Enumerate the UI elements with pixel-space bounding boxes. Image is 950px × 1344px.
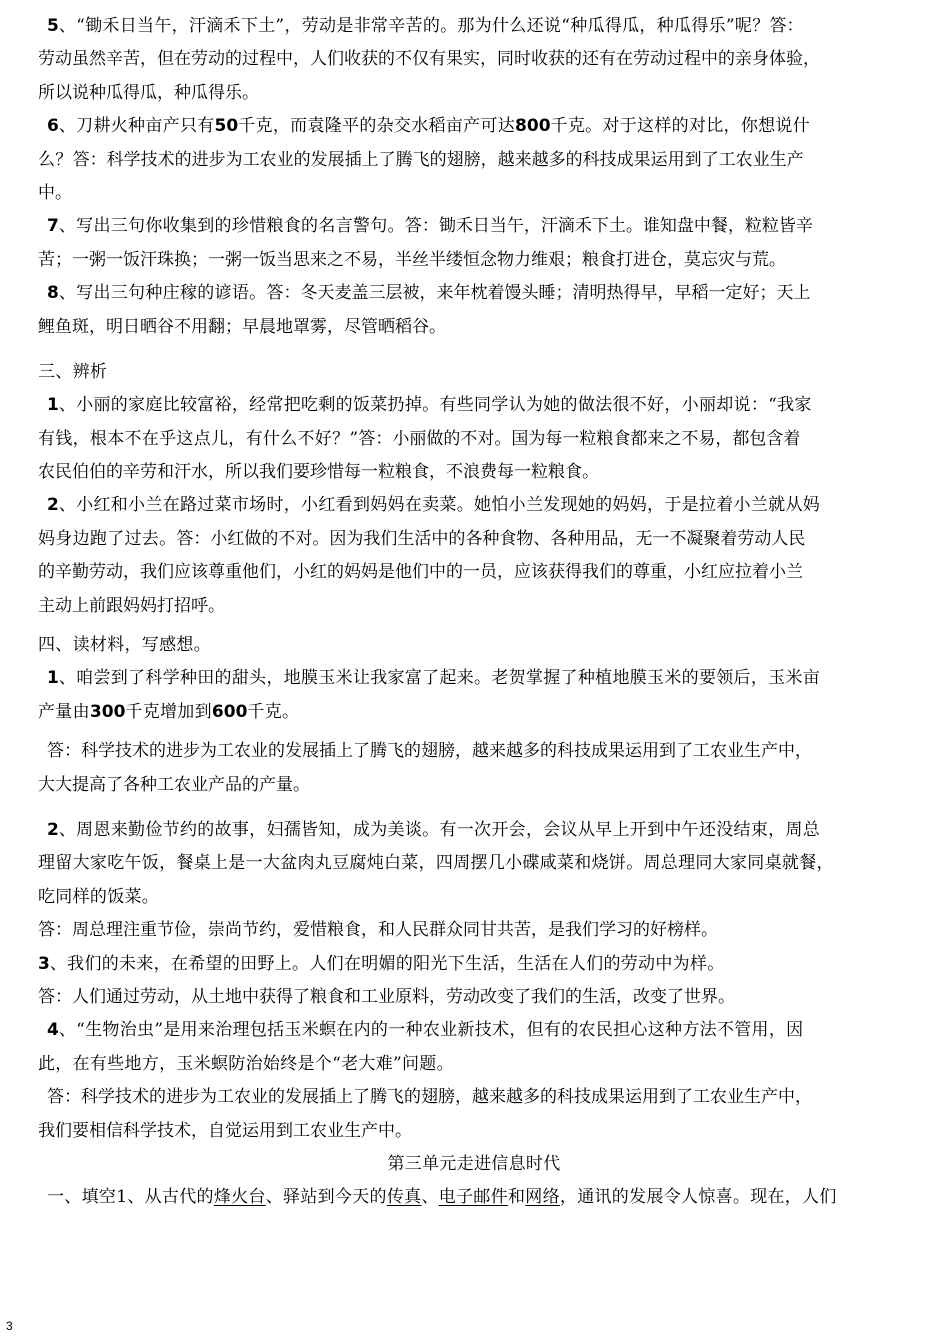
line-q8b: 鲤鱼斑，明日晒谷不用翻；早晨地罩雾，尽管晒稻谷。 [38, 316, 446, 337]
page-number: 3 [6, 1319, 13, 1333]
line-r3b: 答：人们通过劳动，从土地中获得了粮食和工业原料，劳动改变了我们的生活，改变了世界。 [38, 986, 735, 1007]
document-body [38, 10, 910, 1215]
line-q8a: 8、写出三句种庄稼的谚语。答：冬天麦盖三层被，来年枕着馒头睡；清明热得早，早稻一定好；天上 [47, 283, 811, 304]
line-q7b: 苦；一粥一饭汗珠换；一粥一饭当思来之不易，半丝半缕恒念物力维艰；粮食打进仓，莫忘灾与荒。 [38, 249, 786, 270]
unit-title: 第三单元走进信息时代 [387, 1153, 561, 1174]
blank-answer-4: 网络 [525, 1187, 560, 1208]
line-b1c: 农民伯伯的辛劳和汗水，所以我们要珍惜每一粒粮食，不浪费每一粒粮食。 [38, 462, 599, 483]
line-b2a: 2、小红和小兰在路过菜市场时，小红看到妈妈在卖菜。她怕小兰发现她的妈妈，于是拉着小兰就从妈 [47, 495, 821, 516]
line-b2c: 的辛勤劳动，我们应该尊重他们，小红的妈妈是他们中的一员，应该获得我们的尊重，小红应拉着小兰 [38, 562, 803, 583]
line-r4a: 4、“生物治虫”是用来治理包括玉米螟在内的一种农业新技术，但有的农民担心这种方法不管用，因 [47, 1020, 804, 1041]
blank-answer-1: 烽火台 [213, 1187, 266, 1208]
line-q5c: 所以说种瓜得瓜，种瓜得乐。 [38, 82, 259, 103]
line-q5a: 5、“锄禾日当午，汗滴禾下土”，劳动是非常辛苦的。那为什么还说“种瓜得瓜，种瓜得乐”呢？答： [47, 16, 804, 36]
line-r2d: 答：周总理注重节俭，崇尚节约，爱惜粮食，和人民群众同甘共苦，是我们学习的好榜样。 [38, 920, 718, 941]
line-r1a: 1、咱尝到了科学种田的甜头，地膜玉米让我家富了起来。老贺掌握了种植地膜玉米的要领后，玉米亩 [47, 668, 821, 689]
line-r2a: 2、周恩来勤俭节约的故事，妇孺皆知，成为美谈。有一次开会，会议从早上开到中午还没结束，周总 [47, 819, 821, 840]
section-heading-3: 三、辨析 [38, 361, 108, 382]
line-r4d: 我们要相信科学技术，自觉运用到工农业生产中。 [38, 1120, 412, 1141]
blank-answer-3: 电子邮件 [438, 1187, 508, 1208]
fill-blank-line: 一、填空1、从古代的烽火台、驿站到今天的传真、电子邮件和网络，通讯的发展令人惊喜。现在，人们 [47, 1187, 837, 1208]
line-r3a: 3、我们的未来，在希望的田野上。人们在明媚的阳光下生活，生活在人们的劳动中为样。 [38, 953, 725, 974]
line-r2c: 吃同样的饭菜。 [38, 886, 160, 907]
line-r1b: 产量由300千克增加到600千克。 [38, 701, 300, 722]
line-r2b: 理留大家吃午饭，餐桌上是一大盆肉丸豆腐炖白菜，四周摆几小碟咸菜和烧饼。周总理同大家同桌就餐， [38, 853, 834, 874]
line-q5b: 劳动虽然辛苦，但在劳动的过程中，人们收获的不仅有果实，同时收获的还有在劳动过程中的亲身体验， [38, 49, 820, 70]
line-q6c: 中。 [38, 182, 72, 203]
line-b1b: 有钱，根本不在乎这点儿，有什么不好？”答：小丽做的不对。国为每一粒粮食都来之不易，都包含着 [38, 428, 801, 449]
blank-answer-2: 传真 [386, 1187, 422, 1208]
line-q6a: 6、刀耕火种亩产只有50千克，而袁隆平的杂交水稻亩产可达800千克。对于这样的对比，你想说什 [47, 116, 811, 137]
line-q7a: 7、写出三句你收集到的珍惜粮食的名言警句。答：锄禾日当午，汗滴禾下土。谁知盘中餐，粒粒皆辛 [47, 216, 813, 237]
line-r4c: 答：科学技术的进步为工农业的发展插上了腾飞的翅膀，越来越多的科技成果运用到了工农业生产中， [47, 1087, 812, 1108]
section-heading-4: 四、读材料，写感想。 [38, 635, 211, 656]
line-b2b: 妈身边跑了过去。答：小红做的不对。因为我们生活中的各种食物、各种用品，无一不凝聚着劳动人民 [38, 528, 806, 549]
line-b2d: 主动上前跟妈妈打招呼。 [38, 595, 225, 616]
line-q6b: 么？答：科学技术的进步为工农业的发展插上了腾飞的翅膀，越来越多的科技成果运用到了工农业生产 [38, 149, 804, 170]
line-r1c: 答：科学技术的进步为工农业的发展插上了腾飞的翅膀，越来越多的科技成果运用到了工农业生产中， [47, 741, 812, 762]
line-r4b: 此，在有些地方，玉米螟防治始终是个“老大难”问题。 [38, 1053, 454, 1074]
line-b1a: 1、小丽的家庭比较富裕，经常把吃剩的饭菜扔掉。有些同学认为她的做法很不好，小丽却说：“我家 [47, 395, 812, 416]
line-r1d: 大大提高了各种工农业产品的产量。 [38, 774, 310, 795]
